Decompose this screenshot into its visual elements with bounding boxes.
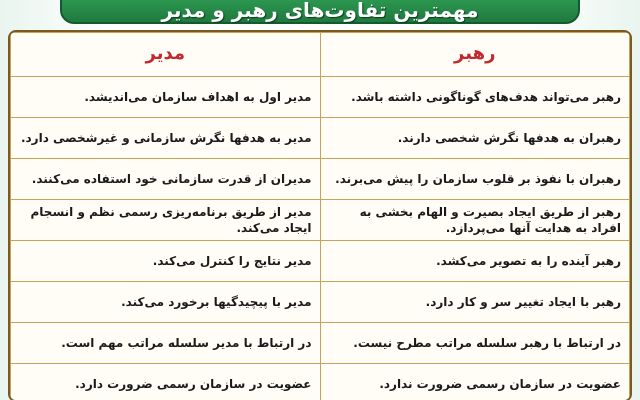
- table-row: [11, 282, 630, 323]
- title-banner: [60, 0, 580, 24]
- comparison-table-frame: [8, 30, 632, 400]
- table-row: [11, 159, 630, 200]
- cell-leader: رهبران به هدفها نگرش شخصی دارند.: [320, 118, 630, 159]
- table-row: [11, 118, 630, 159]
- cell-manager: مدیر به هدفها نگرش سازمانی و غیرشخصی دارد.: [11, 118, 321, 159]
- table-header-row: [11, 33, 630, 77]
- cell-leader: رهبر می‌تواند هدف‌های گوناگونی داشته باشد.: [320, 77, 630, 118]
- cell-manager: عضویت در سازمان رسمی ضرورت دارد.: [11, 364, 321, 400]
- comparison-table: [10, 32, 630, 400]
- cell-leader: رهبر با ایجاد تغییر سر و کار دارد.: [320, 282, 630, 323]
- cell-manager: مدیر از طریق برنامه‌ریزی رسمی نظم و انسجام ایجاد می‌کند.: [11, 200, 321, 241]
- page-title: مهمترین تفاوت‌های رهبر و مدیر: [161, 0, 479, 22]
- table-row: [11, 77, 630, 118]
- table-row: [11, 323, 630, 364]
- cell-manager: مدیر نتایج را کنترل می‌کند.: [11, 241, 321, 282]
- cell-leader: عضویت در سازمان رسمی ضرورت ندارد.: [320, 364, 630, 400]
- table-row: [11, 241, 630, 282]
- table-row: [11, 364, 630, 400]
- cell-manager: مدیر با پیچیدگیها برخورد می‌کند.: [11, 282, 321, 323]
- header-leader: رهبر: [320, 33, 630, 77]
- header-manager: مدیر: [11, 33, 321, 77]
- cell-manager: در ارتباط با مدیر سلسله مراتب مهم است.: [11, 323, 321, 364]
- cell-manager: مدیر اول به اهداف سازمان می‌اندیشد.: [11, 77, 321, 118]
- cell-leader: رهبران با نفوذ بر قلوب سازمان را پیش می‌برند.: [320, 159, 630, 200]
- cell-leader: رهبر آینده را به تصویر می‌کشد.: [320, 241, 630, 282]
- cell-leader: رهبر از طریق ایجاد بصیرت و الهام بخشی به افراد به هدایت آنها می‌پردازد.: [320, 200, 630, 241]
- table-row: [11, 200, 630, 241]
- cell-manager: مدیران از قدرت سازمانی خود استفاده می‌کنند.: [11, 159, 321, 200]
- cell-leader: در ارتباط با رهبر سلسله مراتب مطرح نیست.: [320, 323, 630, 364]
